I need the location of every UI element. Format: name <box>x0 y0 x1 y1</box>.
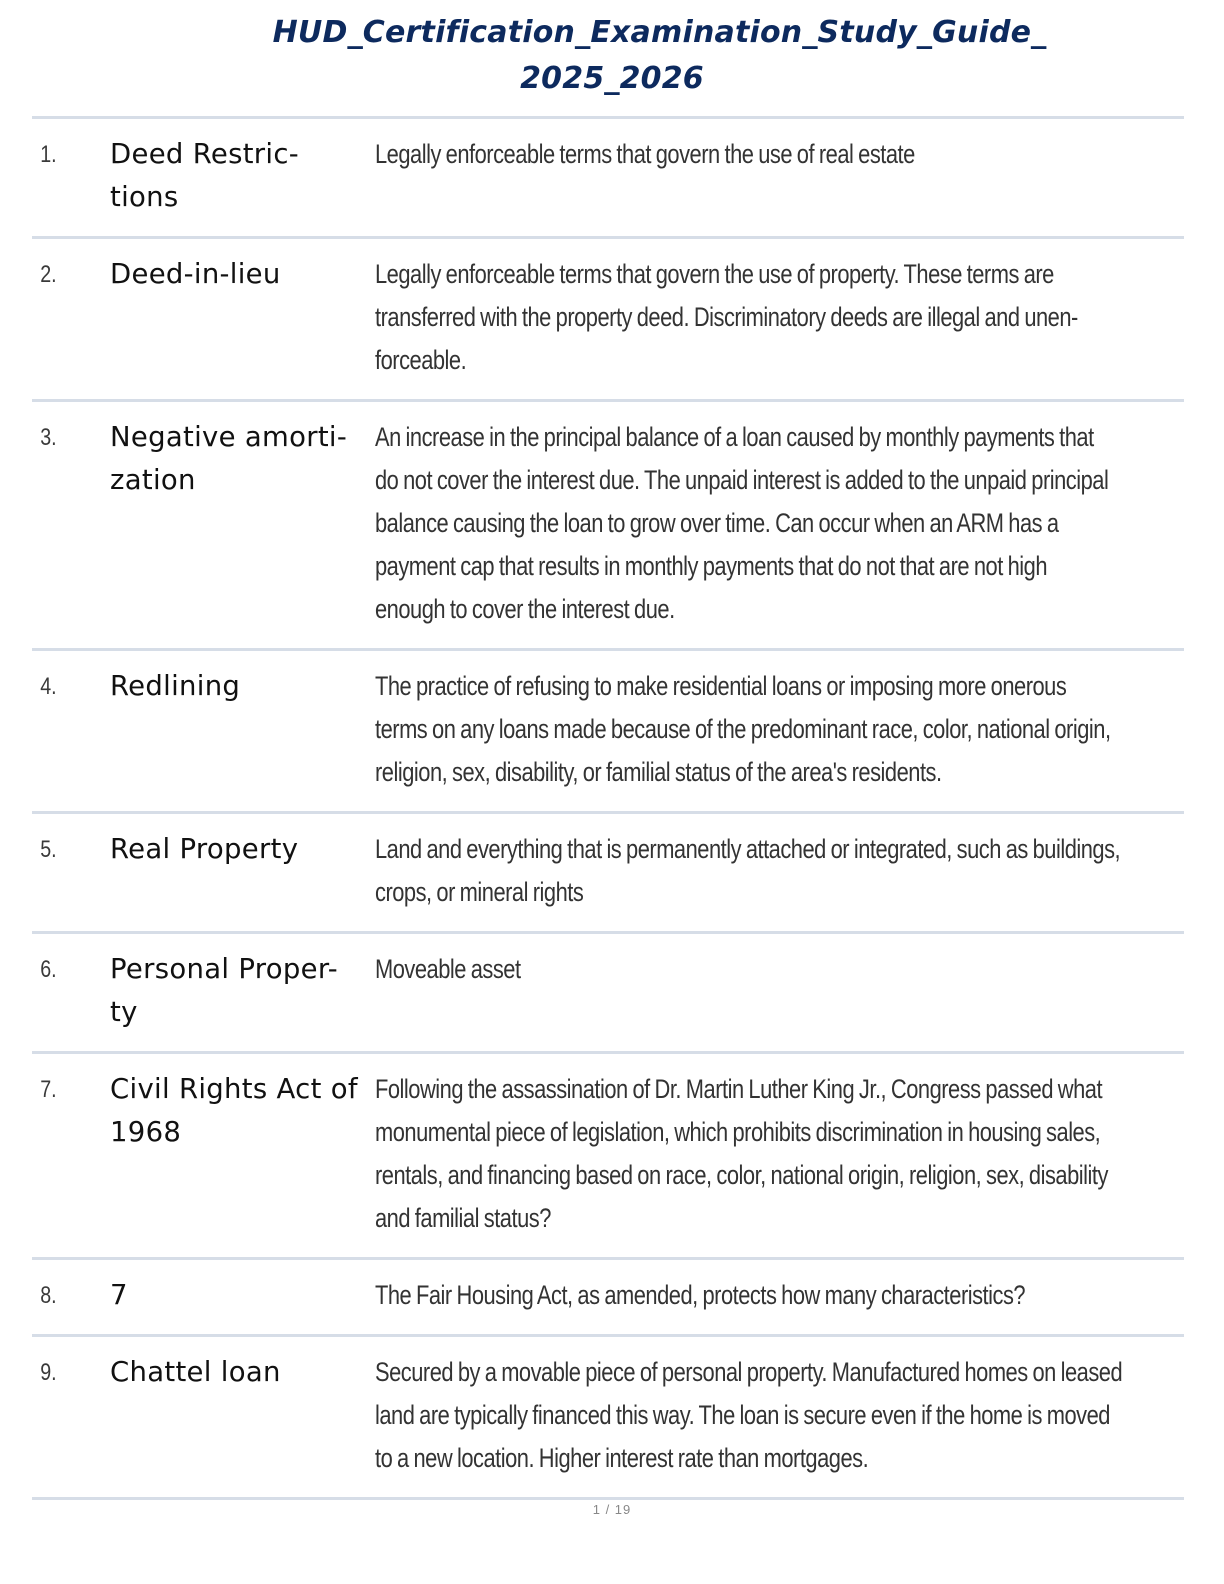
card-definition <box>375 133 1184 176</box>
card-definition-line: The Fair Housing Act, as amended, protects how many characteristics? <box>375 1280 1026 1310</box>
card-term <box>110 1351 375 1394</box>
card-number: 7. <box>40 1076 57 1103</box>
card-definition-line: and familial status? <box>375 1203 551 1233</box>
card-definition-line: do not cover the interest due. The unpaid interest is added to the unpaid principal <box>375 465 1109 495</box>
card-term-line: Deed Restric- <box>110 138 300 170</box>
card-definition <box>375 1068 1224 1240</box>
card-term <box>110 1274 375 1317</box>
card-definition-line: Following the assassination of Dr. Martin Luther King Jr., Congress passed what <box>375 1074 1103 1104</box>
card-definition-line: payment cap that results in monthly payments that do not that are not high <box>375 551 1047 581</box>
card-term-line: ty <box>110 996 138 1028</box>
card-definition-line: Legally enforceable terms that govern the use of real estate <box>375 139 915 169</box>
card-definition-line: Land and everything that is permanently attached or integrated, such as buildings, <box>375 834 1121 864</box>
card-term <box>110 416 375 502</box>
card-term-line: Deed-in-lieu <box>110 258 281 290</box>
flashcard-row <box>32 1054 1184 1260</box>
card-definition-line: crops, or mineral rights <box>375 877 584 907</box>
card-term-line: Personal Proper- <box>110 953 338 985</box>
card-number: 2. <box>40 261 57 288</box>
card-definition <box>375 416 1224 631</box>
card-definition-line: Secured by a movable piece of personal property. Manufactured homes on leased <box>375 1357 1123 1387</box>
card-definition <box>375 828 1224 914</box>
card-definition-line: monumental piece of legislation, which prohibits discrimination in housing sales, <box>375 1117 1101 1147</box>
card-number: 5. <box>40 836 57 863</box>
card-term <box>110 1068 375 1154</box>
card-term-line: zation <box>110 464 196 496</box>
document-title-line-2: 2025_2026 <box>520 61 704 96</box>
card-term-line: tions <box>110 181 179 213</box>
card-term <box>110 828 375 871</box>
card-number: 4. <box>40 673 57 700</box>
document-title-line-1: HUD_Certification_Examination_Study_Guide_ <box>272 15 1047 50</box>
flashcard-row <box>32 1337 1184 1500</box>
card-term <box>110 253 375 296</box>
flashcard-row <box>32 1260 1184 1337</box>
card-number: 9. <box>40 1359 57 1386</box>
card-term <box>110 133 375 219</box>
document-title <box>0 10 1224 102</box>
flashcard-row <box>32 402 1184 651</box>
flashcard-row <box>32 814 1184 934</box>
card-definition-line: An increase in the principal balance of a loan caused by monthly payments that <box>375 422 1094 452</box>
flashcard-row <box>32 934 1184 1054</box>
card-definition-line: transferred with the property deed. Discriminatory deeds are illegal and unen- <box>375 302 1078 332</box>
card-definition-line: to a new location. Higher interest rate than mortgages. <box>375 1443 869 1473</box>
card-definition <box>375 1351 1224 1480</box>
card-definition-line: religion, sex, disability, or familial status of the area's residents. <box>375 757 942 787</box>
flashcard-row <box>32 239 1184 402</box>
card-definition-line: land are typically financed this way. The loan is secure even if the home is moved <box>375 1400 1110 1430</box>
card-definition <box>375 948 1184 991</box>
card-term-line: Civil Rights Act of <box>110 1073 358 1105</box>
card-definition-line: Legally enforceable terms that govern the use of property. These terms are <box>375 259 1054 289</box>
card-definition-line: balance causing the loan to grow over time. Can occur when an ARM has a <box>375 508 1059 538</box>
card-number: 8. <box>40 1282 57 1309</box>
flashcard-list <box>32 116 1184 1500</box>
card-term-line: 7 <box>110 1279 128 1311</box>
flashcard-row <box>32 651 1184 814</box>
card-definition-line: forceable. <box>375 345 467 375</box>
card-definition-line: terms on any loans made because of the predominant race, color, national origin, <box>375 714 1111 744</box>
card-definition <box>375 253 1224 382</box>
flashcard-row <box>32 119 1184 239</box>
card-term-line: Redlining <box>110 670 241 702</box>
card-definition-line: enough to cover the interest due. <box>375 594 675 624</box>
card-number: 1. <box>40 141 57 168</box>
card-term <box>110 948 375 1034</box>
card-term-line: Chattel loan <box>110 1356 281 1388</box>
card-number: 6. <box>40 956 57 983</box>
card-term-line: Negative amorti- <box>110 421 348 453</box>
card-definition-line: rentals, and financing based on race, color, national origin, religion, sex, disability <box>375 1160 1108 1190</box>
card-definition <box>375 665 1224 794</box>
card-term-line: 1968 <box>110 1116 182 1148</box>
card-term-line: Real Property <box>110 833 299 865</box>
card-number: 3. <box>40 424 57 451</box>
card-definition <box>375 1274 1184 1317</box>
card-definition-line: Moveable asset <box>375 954 521 984</box>
page-indicator: 1 / 19 <box>592 1502 632 1517</box>
card-definition-line: The practice of refusing to make residential loans or imposing more onerous <box>375 671 1067 701</box>
card-term <box>110 665 375 708</box>
